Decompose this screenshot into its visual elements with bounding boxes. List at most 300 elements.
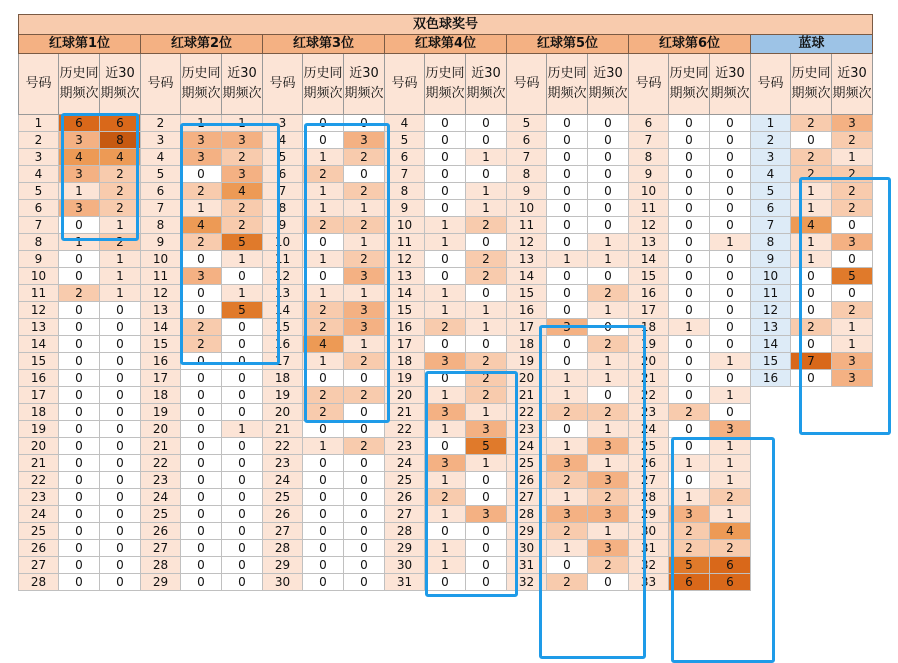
ball-number: 12 — [263, 268, 303, 285]
column-header-number: 号码 — [263, 54, 303, 115]
column-header-recent: 近30期频次 — [832, 54, 873, 115]
column-header-number: 号码 — [141, 54, 181, 115]
history-frequency: 2 — [547, 472, 588, 489]
ball-number: 27 — [141, 540, 181, 557]
recent-frequency: 0 — [222, 506, 263, 523]
history-frequency: 0 — [59, 574, 100, 591]
history-frequency: 0 — [181, 370, 222, 387]
recent-frequency: 0 — [588, 574, 629, 591]
table-row — [19, 387, 873, 404]
ball-number: 4 — [751, 166, 791, 183]
recent-frequency: 1 — [588, 353, 629, 370]
frequency-table — [18, 14, 873, 591]
recent-frequency: 0 — [100, 302, 141, 319]
recent-frequency: 1 — [588, 370, 629, 387]
empty-cell — [791, 404, 832, 421]
recent-frequency: 2 — [832, 302, 873, 319]
recent-frequency: 3 — [588, 472, 629, 489]
history-frequency: 1 — [791, 200, 832, 217]
history-frequency: 0 — [181, 387, 222, 404]
ball-number: 30 — [263, 574, 303, 591]
history-frequency: 0 — [669, 421, 710, 438]
history-frequency: 0 — [303, 472, 344, 489]
column-header-recent: 近30期频次 — [588, 54, 629, 115]
history-frequency: 2 — [303, 217, 344, 234]
recent-frequency: 6 — [100, 115, 141, 132]
ball-number: 6 — [507, 132, 547, 149]
ball-number: 19 — [263, 387, 303, 404]
history-frequency: 1 — [547, 251, 588, 268]
history-frequency: 0 — [181, 489, 222, 506]
recent-frequency: 0 — [222, 472, 263, 489]
history-frequency: 1 — [303, 149, 344, 166]
history-frequency: 0 — [59, 421, 100, 438]
history-frequency: 0 — [425, 183, 466, 200]
recent-frequency: 6 — [710, 574, 751, 591]
ball-number: 32 — [507, 574, 547, 591]
ball-number: 16 — [141, 353, 181, 370]
recent-frequency: 0 — [710, 183, 751, 200]
recent-frequency: 1 — [710, 455, 751, 472]
history-frequency: 1 — [425, 421, 466, 438]
sheet-title: 双色球奖号 — [19, 15, 873, 35]
history-frequency: 5 — [669, 557, 710, 574]
recent-frequency: 8 — [100, 132, 141, 149]
recent-frequency: 0 — [710, 404, 751, 421]
ball-number: 23 — [385, 438, 425, 455]
history-frequency: 0 — [59, 268, 100, 285]
recent-frequency: 0 — [588, 183, 629, 200]
recent-frequency: 0 — [222, 557, 263, 574]
table-row — [19, 268, 873, 285]
ball-number: 13 — [19, 319, 59, 336]
history-frequency: 0 — [791, 370, 832, 387]
history-frequency: 0 — [181, 574, 222, 591]
history-frequency: 1 — [425, 234, 466, 251]
ball-number: 25 — [141, 506, 181, 523]
recent-frequency: 0 — [100, 472, 141, 489]
ball-number: 14 — [751, 336, 791, 353]
table-row — [19, 285, 873, 302]
column-header-history: 历史同期频次 — [669, 54, 710, 115]
history-frequency: 2 — [547, 523, 588, 540]
ball-number: 6 — [629, 115, 669, 132]
history-frequency: 0 — [181, 506, 222, 523]
table-row — [19, 302, 873, 319]
history-frequency: 1 — [425, 302, 466, 319]
ball-number: 32 — [629, 557, 669, 574]
history-frequency: 0 — [303, 574, 344, 591]
recent-frequency: 0 — [832, 285, 873, 302]
history-frequency: 2 — [425, 319, 466, 336]
history-frequency: 0 — [181, 251, 222, 268]
recent-frequency: 2 — [344, 251, 385, 268]
ball-number: 30 — [385, 557, 425, 574]
recent-frequency: 0 — [222, 574, 263, 591]
empty-cell — [791, 455, 832, 472]
history-frequency: 0 — [547, 149, 588, 166]
ball-number: 4 — [141, 149, 181, 166]
table-row — [19, 319, 873, 336]
ball-number: 20 — [385, 387, 425, 404]
recent-frequency: 0 — [588, 166, 629, 183]
history-frequency: 0 — [303, 234, 344, 251]
ball-number: 23 — [263, 455, 303, 472]
history-frequency: 0 — [303, 540, 344, 557]
history-frequency: 0 — [547, 285, 588, 302]
ball-number: 12 — [141, 285, 181, 302]
column-header-history: 历史同期频次 — [425, 54, 466, 115]
ball-number: 17 — [19, 387, 59, 404]
ball-number: 12 — [629, 217, 669, 234]
history-frequency: 0 — [791, 132, 832, 149]
ball-number: 6 — [751, 200, 791, 217]
ball-number: 5 — [19, 183, 59, 200]
history-frequency: 1 — [669, 489, 710, 506]
table-row — [19, 540, 873, 557]
history-frequency: 0 — [181, 438, 222, 455]
ball-number: 9 — [141, 234, 181, 251]
ball-number: 22 — [507, 404, 547, 421]
ball-number: 27 — [507, 489, 547, 506]
recent-frequency: 1 — [466, 404, 507, 421]
ball-number: 7 — [507, 149, 547, 166]
table-row — [19, 132, 873, 149]
table-row — [19, 472, 873, 489]
recent-frequency: 0 — [710, 319, 751, 336]
history-frequency: 1 — [425, 540, 466, 557]
ball-number: 28 — [507, 506, 547, 523]
recent-frequency: 0 — [100, 421, 141, 438]
ball-number: 29 — [141, 574, 181, 591]
recent-frequency: 1 — [710, 438, 751, 455]
empty-cell — [791, 421, 832, 438]
empty-cell — [832, 557, 873, 574]
ball-number: 21 — [629, 370, 669, 387]
recent-frequency: 1 — [466, 183, 507, 200]
history-frequency: 1 — [303, 285, 344, 302]
ball-number: 25 — [19, 523, 59, 540]
history-frequency: 1 — [547, 540, 588, 557]
history-frequency: 0 — [59, 404, 100, 421]
ball-number: 28 — [263, 540, 303, 557]
history-frequency: 0 — [547, 421, 588, 438]
history-frequency: 1 — [547, 489, 588, 506]
ball-number: 5 — [507, 115, 547, 132]
recent-frequency: 1 — [344, 234, 385, 251]
recent-frequency: 3 — [832, 370, 873, 387]
ball-number: 10 — [141, 251, 181, 268]
history-frequency: 0 — [425, 132, 466, 149]
history-frequency: 3 — [547, 455, 588, 472]
recent-frequency: 1 — [710, 506, 751, 523]
history-frequency: 0 — [669, 353, 710, 370]
ball-number: 13 — [629, 234, 669, 251]
ball-number: 5 — [385, 132, 425, 149]
recent-frequency: 3 — [832, 234, 873, 251]
recent-frequency: 1 — [344, 336, 385, 353]
ball-number: 20 — [263, 404, 303, 421]
history-frequency: 0 — [303, 370, 344, 387]
ball-number: 11 — [141, 268, 181, 285]
history-frequency: 0 — [59, 523, 100, 540]
ball-number: 25 — [263, 489, 303, 506]
lottery-frequency-sheet — [18, 14, 873, 591]
history-frequency: 3 — [547, 506, 588, 523]
recent-frequency: 2 — [588, 285, 629, 302]
history-frequency: 0 — [425, 115, 466, 132]
empty-cell — [832, 489, 873, 506]
history-frequency: 0 — [669, 132, 710, 149]
history-frequency: 0 — [303, 489, 344, 506]
ball-number: 19 — [141, 404, 181, 421]
recent-frequency: 1 — [710, 353, 751, 370]
history-frequency: 0 — [181, 540, 222, 557]
empty-cell — [832, 455, 873, 472]
recent-frequency: 2 — [344, 438, 385, 455]
history-frequency: 3 — [425, 404, 466, 421]
recent-frequency: 0 — [100, 336, 141, 353]
recent-frequency: 0 — [832, 217, 873, 234]
recent-frequency: 0 — [466, 336, 507, 353]
ball-number: 10 — [263, 234, 303, 251]
history-frequency: 1 — [669, 455, 710, 472]
recent-frequency: 2 — [344, 387, 385, 404]
empty-cell — [832, 540, 873, 557]
history-frequency: 2 — [181, 319, 222, 336]
recent-frequency: 0 — [710, 132, 751, 149]
ball-number: 28 — [141, 557, 181, 574]
ball-number: 17 — [141, 370, 181, 387]
history-frequency: 2 — [547, 404, 588, 421]
ball-number: 28 — [385, 523, 425, 540]
ball-number: 8 — [507, 166, 547, 183]
ball-number: 13 — [263, 285, 303, 302]
history-frequency: 0 — [547, 302, 588, 319]
history-frequency: 1 — [547, 370, 588, 387]
ball-number: 2 — [19, 132, 59, 149]
column-header-history: 历史同期频次 — [59, 54, 100, 115]
ball-number: 25 — [629, 438, 669, 455]
recent-frequency: 0 — [588, 149, 629, 166]
column-header-history: 历史同期频次 — [547, 54, 588, 115]
history-frequency: 2 — [303, 387, 344, 404]
empty-cell — [751, 387, 791, 404]
ball-number: 17 — [263, 353, 303, 370]
history-frequency: 0 — [59, 319, 100, 336]
recent-frequency: 0 — [100, 557, 141, 574]
history-frequency: 1 — [425, 557, 466, 574]
recent-frequency: 0 — [466, 285, 507, 302]
history-frequency: 0 — [59, 302, 100, 319]
history-frequency: 0 — [59, 353, 100, 370]
history-frequency: 0 — [669, 149, 710, 166]
recent-frequency: 1 — [222, 251, 263, 268]
column-header-recent: 近30期频次 — [344, 54, 385, 115]
history-frequency: 1 — [547, 387, 588, 404]
history-frequency: 0 — [59, 540, 100, 557]
history-frequency: 2 — [181, 336, 222, 353]
ball-number: 20 — [629, 353, 669, 370]
ball-number: 9 — [385, 200, 425, 217]
history-frequency: 0 — [791, 268, 832, 285]
recent-frequency: 0 — [710, 302, 751, 319]
ball-number: 19 — [385, 370, 425, 387]
ball-number: 15 — [19, 353, 59, 370]
ball-number: 3 — [751, 149, 791, 166]
history-frequency: 0 — [425, 200, 466, 217]
ball-number: 15 — [751, 353, 791, 370]
ball-number: 25 — [507, 455, 547, 472]
recent-frequency: 5 — [832, 268, 873, 285]
table-row — [19, 438, 873, 455]
history-frequency: 1 — [181, 200, 222, 217]
recent-frequency: 3 — [344, 132, 385, 149]
ball-number: 8 — [141, 217, 181, 234]
recent-frequency: 1 — [100, 251, 141, 268]
empty-cell — [751, 438, 791, 455]
table-row — [19, 183, 873, 200]
history-frequency: 1 — [791, 183, 832, 200]
history-frequency: 1 — [59, 183, 100, 200]
recent-frequency: 0 — [710, 370, 751, 387]
history-frequency: 0 — [669, 166, 710, 183]
ball-number: 26 — [19, 540, 59, 557]
recent-frequency: 4 — [222, 183, 263, 200]
recent-frequency: 1 — [466, 200, 507, 217]
ball-number: 9 — [751, 251, 791, 268]
recent-frequency: 0 — [588, 200, 629, 217]
history-frequency: 0 — [547, 132, 588, 149]
ball-number: 8 — [629, 149, 669, 166]
ball-number: 8 — [263, 200, 303, 217]
history-frequency: 0 — [425, 268, 466, 285]
history-frequency: 0 — [181, 455, 222, 472]
recent-frequency: 2 — [466, 387, 507, 404]
history-frequency: 0 — [669, 472, 710, 489]
ball-number: 19 — [629, 336, 669, 353]
recent-frequency: 2 — [100, 234, 141, 251]
empty-cell — [832, 404, 873, 421]
empty-cell — [751, 557, 791, 574]
history-frequency: 6 — [59, 115, 100, 132]
recent-frequency: 5 — [466, 438, 507, 455]
ball-number: 17 — [385, 336, 425, 353]
history-frequency: 4 — [181, 217, 222, 234]
recent-frequency: 0 — [344, 523, 385, 540]
recent-frequency: 0 — [344, 557, 385, 574]
ball-number: 11 — [19, 285, 59, 302]
recent-frequency: 2 — [588, 404, 629, 421]
history-frequency: 2 — [303, 404, 344, 421]
ball-number: 3 — [141, 132, 181, 149]
history-frequency: 0 — [59, 438, 100, 455]
ball-number: 15 — [141, 336, 181, 353]
history-frequency: 0 — [303, 268, 344, 285]
column-header-number: 号码 — [507, 54, 547, 115]
history-frequency: 2 — [669, 404, 710, 421]
history-frequency: 1 — [425, 506, 466, 523]
recent-frequency: 2 — [588, 557, 629, 574]
ball-number: 18 — [385, 353, 425, 370]
history-frequency: 0 — [547, 336, 588, 353]
history-frequency: 2 — [791, 166, 832, 183]
recent-frequency: 5 — [222, 302, 263, 319]
recent-frequency: 0 — [344, 421, 385, 438]
recent-frequency: 1 — [588, 302, 629, 319]
recent-frequency: 0 — [100, 506, 141, 523]
history-frequency: 0 — [59, 472, 100, 489]
recent-frequency: 0 — [222, 319, 263, 336]
history-frequency: 2 — [791, 149, 832, 166]
ball-number: 9 — [507, 183, 547, 200]
ball-number: 17 — [507, 319, 547, 336]
ball-number: 2 — [751, 132, 791, 149]
recent-frequency: 0 — [344, 455, 385, 472]
ball-number: 5 — [141, 166, 181, 183]
recent-frequency: 1 — [588, 523, 629, 540]
ball-number: 24 — [141, 489, 181, 506]
recent-frequency: 0 — [466, 115, 507, 132]
ball-number: 29 — [507, 523, 547, 540]
ball-number: 13 — [385, 268, 425, 285]
history-frequency: 3 — [425, 353, 466, 370]
recent-frequency: 3 — [466, 506, 507, 523]
group-header: 红球第1位 — [19, 35, 141, 54]
recent-frequency: 2 — [466, 217, 507, 234]
table-row — [19, 353, 873, 370]
recent-frequency: 0 — [222, 404, 263, 421]
group-header: 蓝球 — [751, 35, 873, 54]
ball-number: 21 — [141, 438, 181, 455]
ball-number: 6 — [263, 166, 303, 183]
recent-frequency: 0 — [710, 251, 751, 268]
recent-frequency: 0 — [100, 523, 141, 540]
group-header: 红球第4位 — [385, 35, 507, 54]
group-header: 红球第5位 — [507, 35, 629, 54]
ball-number: 19 — [19, 421, 59, 438]
ball-number: 30 — [507, 540, 547, 557]
table-row — [19, 217, 873, 234]
recent-frequency: 3 — [588, 506, 629, 523]
recent-frequency: 0 — [222, 387, 263, 404]
history-frequency: 0 — [547, 268, 588, 285]
empty-cell — [751, 574, 791, 591]
ball-number: 29 — [263, 557, 303, 574]
recent-frequency: 0 — [100, 319, 141, 336]
ball-number: 13 — [507, 251, 547, 268]
column-header-number: 号码 — [19, 54, 59, 115]
column-header-recent: 近30期频次 — [222, 54, 263, 115]
ball-number: 16 — [751, 370, 791, 387]
recent-frequency: 1 — [466, 149, 507, 166]
empty-cell — [832, 506, 873, 523]
recent-frequency: 0 — [100, 455, 141, 472]
recent-frequency: 2 — [344, 217, 385, 234]
recent-frequency: 0 — [710, 217, 751, 234]
empty-cell — [791, 438, 832, 455]
recent-frequency: 3 — [588, 438, 629, 455]
history-frequency: 0 — [59, 387, 100, 404]
history-frequency: 3 — [669, 506, 710, 523]
history-frequency: 0 — [59, 217, 100, 234]
table-row — [19, 166, 873, 183]
history-frequency: 0 — [547, 217, 588, 234]
ball-number: 28 — [629, 489, 669, 506]
ball-number: 24 — [629, 421, 669, 438]
recent-frequency: 0 — [710, 285, 751, 302]
ball-number: 3 — [263, 115, 303, 132]
